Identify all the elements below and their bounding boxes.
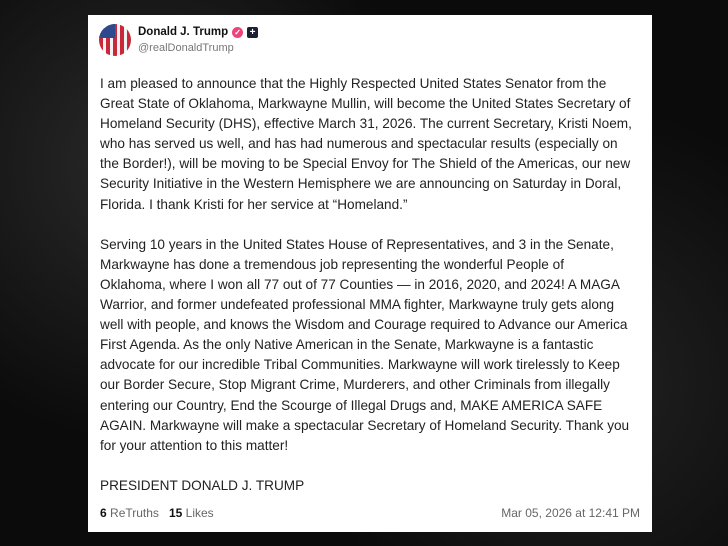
post-text-line: I am pleased to announce that the Highly Respected United States Senator from the (100, 76, 607, 91)
post-text-line: Markwayne has done a tremendous job representing the wonderful People of (100, 256, 564, 272)
post-paragraph (100, 74, 645, 215)
post-text-line: Homeland Security (DHS), effective March 31, 2026. The current Secretary, Kristi Noem, (100, 116, 632, 132)
verified-icon: ✓ (232, 27, 243, 38)
post-text-line: who has served us well, and has had numerous and spectacular results (especially on (100, 136, 618, 152)
post-text-line: Warrior, and former undefeated professional MMA fighter, Markwayne truly gets along (100, 297, 615, 313)
post-text-line: Oklahoma, where I won all 77 out of 77 Counties — in 2016, 2020, and 2024! A MAGA (100, 276, 620, 292)
post-text-line: the Border!), will be moving to be Special Envoy for The Shield of the Americas, our new (100, 156, 631, 172)
truth-post-card (88, 15, 652, 532)
engagement-stats (100, 506, 214, 520)
author-name-row (138, 26, 258, 38)
post-text-line: for your attention to this matter! (100, 437, 289, 453)
likes-link[interactable]: 15 Likes (168, 506, 214, 520)
post-text-line: Security Initiative in the Western Hemisphere we are announcing on Saturday in Doral, (100, 176, 622, 192)
retruths-link[interactable]: 6 ReTruths (100, 506, 159, 520)
author-name[interactable]: Donald J. Trump (138, 26, 229, 38)
post-text-line: First Agenda. As the only Native American in the Senate, Markwayne is a fantastic (100, 337, 594, 353)
timestamp[interactable]: Mar 05, 2026 at 12:41 PM (501, 506, 640, 520)
post-text-line: AGAIN. Markwayne will make a spectacular Secretary of Homeland Security. Thank you (100, 417, 630, 433)
post-text-line: PRESIDENT DONALD J. TRUMP (100, 477, 305, 493)
post-paragraph (100, 476, 645, 496)
post-text-line: advocate for our incredible Tribal Communities. Markwayne will work tirelessly to Keep (100, 357, 620, 373)
avatar[interactable] (99, 24, 131, 56)
author-handle[interactable]: @realDonaldTrump (138, 42, 234, 54)
post-text-line: Great State of Oklahoma, Markwayne Mullin, will become the United States Secretary of (100, 96, 631, 112)
post-body (100, 74, 645, 516)
post-text-line: well with people, and knows the Wisdom and Courage required to Advance our America (100, 317, 628, 333)
post-text-line: our Border Secure, Stop Migrant Crime, Murderers, and other Criminals from illegally (100, 377, 610, 393)
post-text-line: entering our Country, End the Scourge of Illegal Drugs and, MAKE AMERICA SAFE (100, 397, 603, 413)
plus-icon: + (247, 27, 258, 38)
post-text-line: Florida. I thank Kristi for her service at “Homeland.” (100, 196, 408, 212)
post-text-line: Serving 10 years in the United States House of Representatives, and 3 in the Senate, (100, 236, 614, 252)
post-footer (100, 506, 640, 520)
post-paragraph (100, 235, 645, 456)
